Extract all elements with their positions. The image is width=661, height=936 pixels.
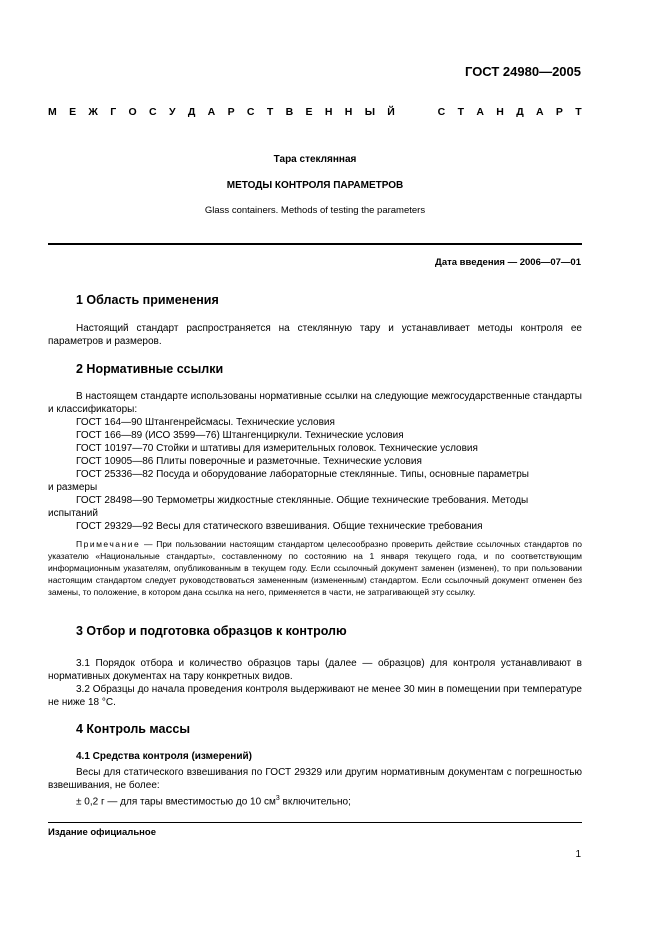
section-1-heading: 1 Область применения: [76, 293, 219, 307]
banner-letter: Н: [344, 106, 353, 118]
banner-letter: В: [285, 106, 294, 118]
section-4-1-heading: 4.1 Средства контроля (измерений): [76, 751, 252, 762]
introduction-date: Дата введения — 2006—07—01: [435, 257, 581, 268]
item-text: ± 0,2 г — для тары вместимостью до 10 см: [76, 796, 276, 808]
banner-letter: [422, 106, 425, 118]
banner-letter: Д: [516, 106, 524, 118]
banner-letter: [407, 106, 410, 118]
banner-letter: А: [536, 106, 544, 118]
document-title: МЕТОДЫ КОНТРОЛЯ ПАРАМЕТРОВ: [226, 180, 404, 191]
banner-letter: А: [207, 106, 216, 118]
banner-letter: Н: [324, 106, 333, 118]
section-3-1-text: 3.1 Порядок отбора и количество образцов тары (далее — образцов) для контроля устанавливают в нормативных документах на тару конкретных видов.: [48, 658, 582, 682]
banner-letter: Т: [575, 106, 582, 118]
banner-letter: Й: [387, 106, 395, 118]
banner-letter: Г: [110, 106, 117, 118]
reference-item: ГОСТ 10197—70 Стойки и штативы для измерительных головок. Технические условия: [76, 443, 478, 454]
superscript: 3: [275, 795, 280, 802]
banner-letter: Д: [187, 106, 196, 118]
section-2-note: [48, 538, 582, 598]
banner-letter: Е: [305, 106, 313, 118]
page-number: 1: [575, 849, 581, 860]
title-divider: [48, 243, 582, 245]
edition-label: Издание официальное: [48, 827, 156, 838]
reference-item: ГОСТ 28498—90 Термометры жидкостные стеклянные. Общие технические требования. Методы: [76, 495, 529, 506]
section-1-text: Настоящий стандарт распространяется на стеклянную тару и устанавливает методы контроля ее параметров и размеров.: [48, 323, 582, 347]
banner-letter: О: [128, 106, 137, 118]
banner-letter: А: [476, 106, 484, 118]
section-2-heading: 2 Нормативные ссылки: [76, 362, 224, 376]
section-4-1-text: Весы для статического взвешивания по ГОСТ 29329 или другим нормативным документам с погрешностью взвешивания, не более:: [48, 767, 582, 791]
document-title-english: Glass containers. Methods of testing the parameters: [204, 205, 426, 216]
interstate-standard-banner: [48, 106, 582, 118]
banner-letter: Т: [457, 106, 465, 118]
note-label: Примечание: [76, 539, 141, 549]
section-4-heading: 4 Контроль массы: [76, 722, 191, 736]
section-3-2-text: 3.2 Образцы до начала проведения контроля выдерживают не менее 30 мин в помещении при температуре не ниже 18 °С.: [48, 684, 582, 708]
section-4-1-item: [48, 792, 582, 808]
banner-letter: Ж: [88, 106, 98, 118]
reference-item: ГОСТ 29329—92 Весы для статического взвешивания. Общие технические требования: [76, 521, 483, 532]
banner-letter: У: [168, 106, 176, 118]
section-2-intro: В настоящем стандарте использованы нормативные ссылки на следующие межгосударственные стандарты и классификаторы:: [48, 391, 582, 415]
banner-letter: С: [246, 106, 255, 118]
document-subject: Тара стеклянная: [273, 154, 357, 165]
item-text-end: включительно;: [279, 796, 351, 808]
banner-letter: Р: [555, 106, 563, 118]
reference-item: ГОСТ 166—89 (ИСО 3599—76) Штангенциркули. Технические условия: [76, 430, 404, 441]
footer-divider: [48, 822, 582, 823]
banner-letter: Н: [496, 106, 504, 118]
reference-item-continuation: и размеры: [48, 482, 98, 493]
banner-letter: М: [48, 106, 57, 118]
section-3-heading: 3 Отбор и подготовка образцов к контролю: [76, 624, 347, 638]
banner-letter: Ы: [364, 106, 375, 118]
reference-item: ГОСТ 25336—82 Посуда и оборудование лабораторные стеклянные. Типы, основные параметры: [76, 469, 529, 480]
reference-item: ГОСТ 164—90 Штангенрейсмасы. Технические условия: [76, 417, 335, 428]
document-number: ГОСТ 24980—2005: [465, 64, 581, 79]
note-text: — При пользовании настоящим стандартом целесообразно проверить действие ссылочных стандартов по указателю «Национальные стандарты», составленному по состоянию на 1 января текущего года, и по соответствующим информационным указателям, опубликованным в текущем году. Если ссылочный документ заменен (изменен), то при пользовании настоящим стандартом следует руководствоваться замененным (измененным) стандартом. Если ссылочный документ отменен без замены, то положение, в котором дана ссылка на него, применяется в части, не затрагивающей эту ссылку.: [48, 539, 582, 597]
reference-item: ГОСТ 10905—86 Плиты поверочные и разметочные. Технические условия: [76, 456, 422, 467]
banner-letter: Е: [69, 106, 77, 118]
banner-letter: С: [437, 106, 446, 118]
banner-letter: Т: [266, 106, 274, 118]
reference-item-continuation: испытаний: [48, 508, 98, 519]
banner-letter: С: [149, 106, 157, 118]
banner-letter: Р: [227, 106, 235, 118]
